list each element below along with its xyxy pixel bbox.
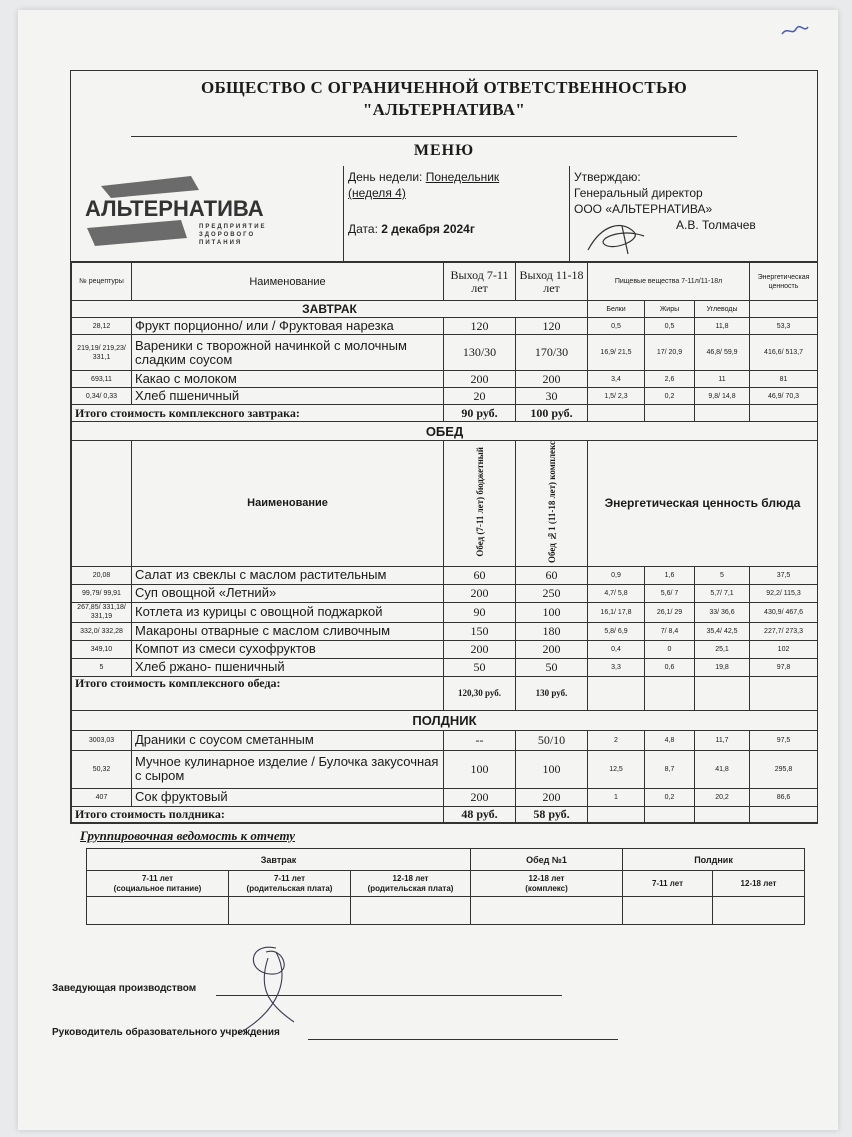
lunch-total-label: Итого стоимость комплексного обеда: — [72, 676, 444, 710]
grouping-breakfast-header: Завтрак — [87, 849, 471, 871]
breakfast-title: ЗАВТРАК — [72, 301, 588, 318]
energy-value: 37,5 — [750, 566, 818, 584]
grouping-col-6: 12-18 лет — [713, 871, 805, 897]
recipe-number: 219,19/ 219,23/ 331,1 — [72, 335, 132, 371]
energy-value: 86,6 — [750, 788, 818, 806]
director-name: А.В. Толмачев — [676, 218, 756, 232]
dish-name: Вареники с творожной начинкой с молочным сладким соусом — [132, 335, 444, 371]
output-11-18-header: Выход 11-18 лет — [516, 263, 588, 301]
carb-value: 20,2 — [695, 788, 750, 806]
output-7-11: -- — [444, 730, 516, 750]
output-7-11: 120 — [444, 318, 516, 335]
day-of-week — [348, 170, 499, 184]
table-row — [72, 788, 818, 806]
output-11-18: 50/10 — [516, 730, 588, 750]
recipe-header: № рецептуры — [72, 263, 132, 301]
output-11-18: 200 — [516, 371, 588, 388]
grouping-col-3 — [351, 871, 471, 897]
recipe-number: 332,0/ 332,28 — [72, 622, 132, 640]
carb-value: 11,8 — [695, 318, 750, 335]
approve-label: Утверждаю: — [574, 170, 641, 184]
table-row — [72, 622, 818, 640]
snack-title: ПОЛДНИК — [72, 710, 818, 730]
output-7-11: 200 — [444, 640, 516, 658]
fat-value: 17/ 20,9 — [645, 335, 695, 371]
carb-value: 9,8/ 14,8 — [695, 388, 750, 405]
grouping-col-2-note: (родительская плата) — [246, 883, 333, 893]
fat-value: 0,6 — [645, 658, 695, 676]
title-rule — [131, 136, 737, 137]
dish-name: Хлеб пшеничный — [132, 388, 444, 405]
protein-value: 3,4 — [588, 371, 645, 388]
lunch-7-11-header: Обед (7-11 лет) бюджетный — [474, 447, 485, 557]
energy-value: 430,9/ 467,6 — [750, 602, 818, 622]
energy-value: 227,7/ 273,3 — [750, 622, 818, 640]
snack-total-label: Итого стоимость полдника: — [72, 806, 444, 822]
output-11-18: 200 — [516, 640, 588, 658]
grouping-col-1 — [87, 871, 229, 897]
menu-frame — [70, 70, 818, 824]
grouping-col-2-age: 7-11 лет — [273, 873, 306, 883]
dish-name: Сок фруктовый — [132, 788, 444, 806]
grouping-header-row — [87, 849, 805, 871]
grouping-cell — [471, 897, 623, 925]
grouping-cell — [351, 897, 471, 925]
recipe-number: 99,79/ 99,91 — [72, 584, 132, 602]
output-7-11: 100 — [444, 750, 516, 788]
logo-sub-2: ЗДОРОВОГО — [199, 232, 256, 238]
lunch-title: ОБЕД — [72, 422, 818, 441]
grouping-value-row — [87, 897, 805, 925]
carb-value: 46,8/ 59,9 — [695, 335, 750, 371]
grouping-table — [86, 848, 805, 925]
fat-value: 26,1/ 29 — [645, 602, 695, 622]
date-value: 2 декабря 2024г — [381, 222, 475, 236]
recipe-number: 28,12 — [72, 318, 132, 335]
output-11-18: 30 — [516, 388, 588, 405]
logo-name: АЛЬТЕРНАТИВА — [85, 196, 264, 221]
fat-value: 2,6 — [645, 371, 695, 388]
org-line-1: ОБЩЕСТВО С ОГРАНИЧЕННОЙ ОТВЕТСТВЕННОСТЬЮ — [200, 78, 688, 97]
grouping-col-1-note: (социальное питание) — [113, 883, 202, 893]
dish-name: Мучное кулинарное изделие / Булочка закусочная с сыром — [132, 750, 444, 788]
nutrients-header: Пищевые вещества 7-11л/11-18л — [588, 263, 750, 301]
protein-value: 2 — [588, 730, 645, 750]
energy-value: 97,8 — [750, 658, 818, 676]
lunch-energy-header: Энергетическая ценность блюда — [588, 441, 818, 567]
lunch-11-18-header: Обед №1 (11-18 лет) комплекс — [546, 441, 557, 563]
carb-value: 33/ 36,6 — [695, 602, 750, 622]
output-11-18: 200 — [516, 788, 588, 806]
output-7-11: 200 — [444, 584, 516, 602]
protein-value: 1 — [588, 788, 645, 806]
fat-value: 1,6 — [645, 566, 695, 584]
fat-value: 4,8 — [645, 730, 695, 750]
energy-value: 295,8 — [750, 750, 818, 788]
grouping-col-2 — [229, 871, 351, 897]
grouping-col-1-age: 7-11 лет — [141, 873, 174, 883]
grouping-subheader-row — [87, 871, 805, 897]
dish-name: Хлеб ржано- пшеничный — [132, 658, 444, 676]
director-signature-icon — [582, 214, 662, 258]
grouping-cell — [713, 897, 805, 925]
dish-name: Фрукт порционно/ или / Фруктовая нарезка — [132, 318, 444, 335]
output-7-11: 200 — [444, 788, 516, 806]
output-11-18: 100 — [516, 602, 588, 622]
fat-value: 0,2 — [645, 788, 695, 806]
dish-name: Компот из смеси сухофруктов — [132, 640, 444, 658]
lunch-total-7-11: 120,30 руб. — [444, 676, 516, 710]
grouping-col-3-note: (родительская плата) — [367, 883, 454, 893]
protein-value: 0,9 — [588, 566, 645, 584]
school-head-label: Руководитель образовательного учреждения — [52, 1027, 280, 1038]
output-11-18: 180 — [516, 622, 588, 640]
output-11-18: 170/30 — [516, 335, 588, 371]
output-7-11: 60 — [444, 566, 516, 584]
dish-name: Котлета из курицы с овощной поджаркой — [132, 602, 444, 622]
grouping-col-4-age: 12-18 лет — [528, 873, 565, 883]
approver-position: Генеральный директор — [574, 186, 703, 200]
protein-value: 16,9/ 21,5 — [588, 335, 645, 371]
fat-value: 0,5 — [645, 318, 695, 335]
menu-header — [71, 71, 817, 262]
recipe-number: 407 — [72, 788, 132, 806]
logo-sub-1: ПРЕДПРИЯТИЕ — [199, 224, 267, 230]
carb-value: 41,8 — [695, 750, 750, 788]
carb-value: 5 — [695, 566, 750, 584]
protein-header: Белки — [588, 301, 645, 318]
recipe-number: 50,32 — [72, 750, 132, 788]
energy-value: 53,3 — [750, 318, 818, 335]
breakfast-total-label: Итого стоимость комплексного завтрака: — [72, 405, 444, 422]
grouping-cell — [623, 897, 713, 925]
dish-name: Драники с соусом сметанным — [132, 730, 444, 750]
company-logo — [71, 166, 343, 261]
carb-value: 35,4/ 42,5 — [695, 622, 750, 640]
table-row — [72, 388, 818, 405]
energy-value: 102 — [750, 640, 818, 658]
dish-name: Какао с молоком — [132, 371, 444, 388]
production-head-label: Заведующая производством — [52, 983, 197, 994]
fat-value: 8,7 — [645, 750, 695, 788]
protein-value: 1,5/ 2,3 — [588, 388, 645, 405]
recipe-number: 20,08 — [72, 566, 132, 584]
carb-value: 5,7/ 7,1 — [695, 584, 750, 602]
recipe-number: 693,11 — [72, 371, 132, 388]
fat-header: Жиры — [645, 301, 695, 318]
fat-value: 0 — [645, 640, 695, 658]
fat-value: 5,6/ 7 — [645, 584, 695, 602]
carb-value: 11 — [695, 371, 750, 388]
grouping-lunch-header: Обед №1 — [471, 849, 623, 871]
org-line-2: "АЛЬТЕРНАТИВА" — [362, 100, 526, 119]
lunch-section-row — [72, 422, 818, 441]
recipe-number: 5 — [72, 658, 132, 676]
grouping-cell — [87, 897, 229, 925]
breakfast-total-7-11: 90 руб. — [444, 405, 516, 422]
lunch-name-header: Наименование — [132, 441, 444, 567]
protein-value: 12,5 — [588, 750, 645, 788]
document-sheet — [18, 10, 838, 1130]
table-row — [72, 371, 818, 388]
protein-value: 5,8/ 6,9 — [588, 622, 645, 640]
output-11-18: 100 — [516, 750, 588, 788]
output-7-11: 200 — [444, 371, 516, 388]
output-11-18: 50 — [516, 658, 588, 676]
grouping-col-3-age: 12-18 лет — [392, 873, 429, 883]
dish-name: Макароны отварные с маслом сливочным — [132, 622, 444, 640]
output-7-11: 150 — [444, 622, 516, 640]
grouping-snack-header: Полдник — [623, 849, 805, 871]
table-row — [72, 730, 818, 750]
recipe-number: 349,10 — [72, 640, 132, 658]
table-row — [72, 335, 818, 371]
recipe-number: 267,85/ 331,18/ 331,19 — [72, 602, 132, 622]
lunch-header-row — [72, 441, 818, 567]
table-row — [72, 640, 818, 658]
recipe-number: 0,34/ 0,33 — [72, 388, 132, 405]
dish-name: Салат из свеклы с маслом растительным — [132, 566, 444, 584]
energy-header: Энергетическая ценность — [750, 263, 818, 301]
output-11-18: 250 — [516, 584, 588, 602]
table-row — [72, 566, 818, 584]
carb-header: Углеводы — [695, 301, 750, 318]
date-label: Дата: — [348, 222, 378, 236]
energy-value: 81 — [750, 371, 818, 388]
carb-value: 11,7 — [695, 730, 750, 750]
approver-company: ООО «АЛЬТЕРНАТИВА» — [574, 202, 713, 216]
handwritten-mark-icon — [780, 24, 810, 38]
recipe-number: 3003,03 — [72, 730, 132, 750]
output-7-11-header: Выход 7-11 лет — [444, 263, 516, 301]
logo-sub-3: ПИТАНИЯ — [199, 240, 243, 246]
week-label: (неделя 4) — [348, 186, 406, 200]
energy-value: 92,2/ 115,3 — [750, 584, 818, 602]
output-11-18: 60 — [516, 566, 588, 584]
dish-name: Суп овощной «Летний» — [132, 584, 444, 602]
output-7-11: 130/30 — [444, 335, 516, 371]
snack-total-7-11: 48 руб. — [444, 806, 516, 822]
grouping-col-4 — [471, 871, 623, 897]
output-11-18: 120 — [516, 318, 588, 335]
table-header-row — [72, 263, 818, 301]
day-value: Понедельник — [425, 170, 500, 184]
snack-total-row — [72, 806, 818, 822]
breakfast-total-row — [72, 405, 818, 422]
logo-graphic — [71, 166, 343, 261]
approval-block — [569, 166, 818, 261]
lunch-total-row — [72, 676, 818, 710]
day-info — [343, 166, 570, 261]
protein-value: 0,5 — [588, 318, 645, 335]
carb-value: 25,1 — [695, 640, 750, 658]
output-7-11: 50 — [444, 658, 516, 676]
table-row — [72, 658, 818, 676]
snack-section-row — [72, 710, 818, 730]
grouping-col-5: 7-11 лет — [623, 871, 713, 897]
table-row — [72, 602, 818, 622]
protein-value: 0,4 — [588, 640, 645, 658]
protein-value: 16,1/ 17,8 — [588, 602, 645, 622]
protein-value: 3,3 — [588, 658, 645, 676]
carb-value: 19,8 — [695, 658, 750, 676]
breakfast-table — [71, 262, 818, 823]
protein-value: 4,7/ 5,8 — [588, 584, 645, 602]
date-row — [348, 222, 475, 236]
name-header: Наименование — [132, 263, 444, 301]
day-label: День недели: — [348, 170, 423, 184]
grouping-col-4-note: (комплекс) — [525, 883, 568, 893]
table-row — [72, 584, 818, 602]
organization-title — [71, 71, 817, 121]
grouping-title: Группировочная ведомость к отчету — [80, 828, 296, 843]
fat-value: 0,2 — [645, 388, 695, 405]
energy-value: 97,5 — [750, 730, 818, 750]
menu-title: МЕНЮ — [413, 142, 475, 159]
breakfast-section-row — [72, 301, 818, 318]
output-7-11: 90 — [444, 602, 516, 622]
snack-total-11-18: 58 руб. — [516, 806, 588, 822]
fat-value: 7/ 8,4 — [645, 622, 695, 640]
lunch-total-11-18: 130 руб. — [516, 676, 588, 710]
school-head-line — [308, 1039, 618, 1040]
grouping-cell — [229, 897, 351, 925]
breakfast-total-11-18: 100 руб. — [516, 405, 588, 422]
energy-value: 416,6/ 513,7 — [750, 335, 818, 371]
energy-value: 46,9/ 70,3 — [750, 388, 818, 405]
table-row — [72, 750, 818, 788]
output-7-11: 20 — [444, 388, 516, 405]
table-row — [72, 318, 818, 335]
